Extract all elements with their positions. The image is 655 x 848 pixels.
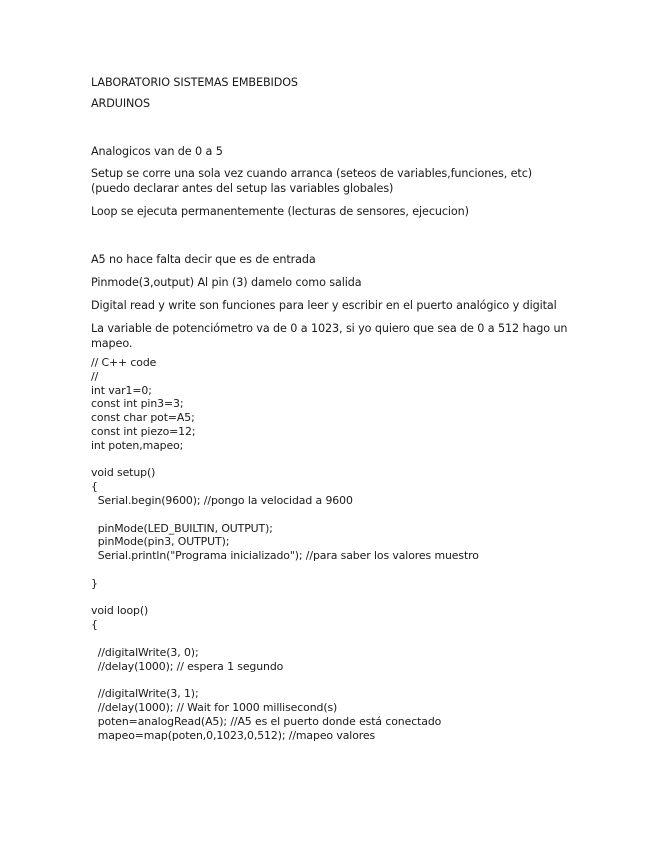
code-line: const char pot=A5; <box>91 411 195 425</box>
code-line <box>91 591 571 605</box>
code-line <box>91 453 571 467</box>
code-block <box>91 356 571 742</box>
code-line <box>91 632 571 646</box>
paragraph-a5-input: A5 no hace falta decir que es de entrada <box>91 253 316 266</box>
code-line: //delay(1000); // espera 1 segundo <box>91 659 284 673</box>
paragraph-analog-range: Analogicos van de 0 a 5 <box>91 145 223 158</box>
paragraph-potentiometer: La variable de potenciómetro va de 0 a 1023, si yo quiero que sea de 0 a 512 hago un mapeo. <box>91 322 568 350</box>
code-line <box>91 563 571 577</box>
code-line: // <box>91 369 99 383</box>
code-line: //digitalWrite(3, 0); <box>91 645 199 659</box>
code-line: { <box>91 480 98 494</box>
code-line: } <box>91 576 98 590</box>
paragraph-setup: Setup se corre una sola vez cuando arranca (seteos de variables,funciones, etc) (puedo declarar antes del setup las variables globales) <box>91 167 533 195</box>
code-line <box>91 673 571 687</box>
code-line: void setup() <box>91 466 156 480</box>
code-line: const int piezo=12; <box>91 424 196 438</box>
code-line: Serial.begin(9600); //pongo la velocidad a 9600 <box>91 493 353 507</box>
code-line: // C++ code <box>91 356 157 369</box>
paragraph-loop: Loop se ejecuta permanentemente (lecturas de sensores, ejecucion) <box>91 205 469 218</box>
code-line: poten=analogRead(A5); //A5 es el puerto donde está conectado <box>91 714 442 728</box>
document-subtitle: ARDUINOS <box>91 97 151 110</box>
code-line: mapeo=map(poten,0,1023,0,512); //mapeo valores <box>91 728 376 742</box>
code-line: pinMode(LED_BUILTIN, OUTPUT); <box>91 521 273 535</box>
paragraph-digital-read-write: Digital read y write son funciones para leer y escribir en el puerto analógico y digital <box>91 299 557 312</box>
code-line: //delay(1000); // Wait for 1000 millisecond(s) <box>91 700 338 714</box>
paragraph-pinmode: Pinmode(3,output) Al pin (3) damelo como salida <box>91 276 362 289</box>
code-line <box>91 508 571 522</box>
document-title: LABORATORIO SISTEMAS EMBEBIDOS <box>91 76 298 89</box>
document-body <box>91 75 571 742</box>
code-line: pinMode(pin3, OUTPUT); <box>91 535 230 549</box>
code-line: int var1=0; <box>91 383 152 397</box>
code-line: Serial.println("Programa inicializado"); //para saber los valores muestro <box>91 549 479 563</box>
code-line: //digitalWrite(3, 1); <box>91 687 199 701</box>
code-line: { <box>91 618 98 632</box>
code-line: int poten,mapeo; <box>91 438 184 452</box>
code-line: void loop() <box>91 604 149 618</box>
code-line: const int pin3=3; <box>91 397 184 411</box>
